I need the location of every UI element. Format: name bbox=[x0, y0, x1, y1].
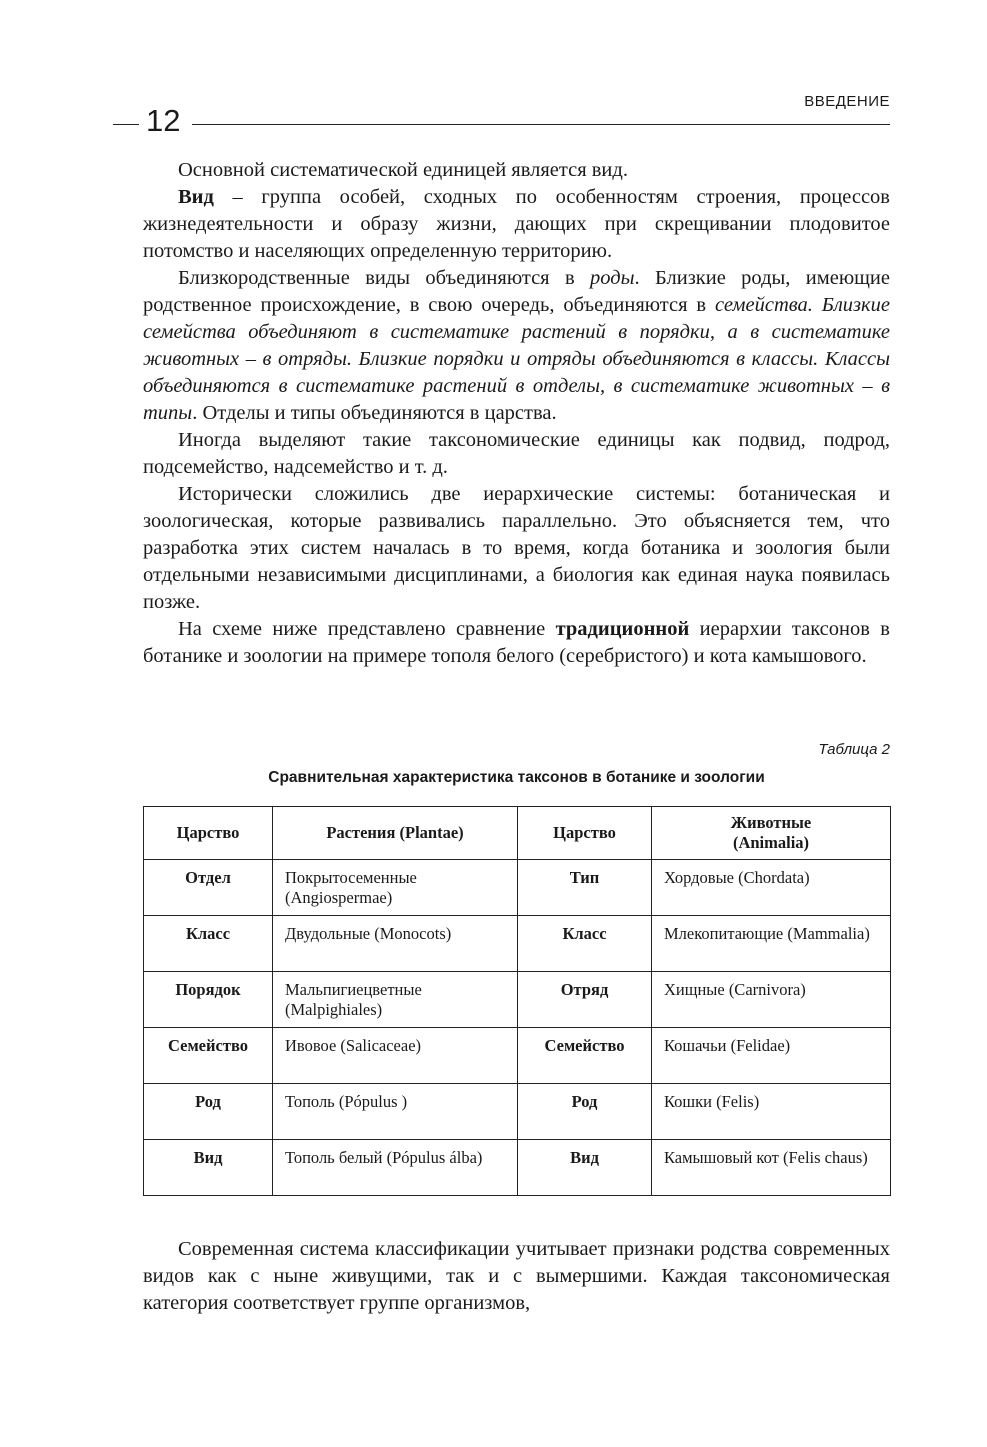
table-row bbox=[144, 1028, 891, 1084]
rank-cell: Тип bbox=[518, 860, 652, 916]
taxon-cell: Млекопитающие (Mammalia) bbox=[652, 916, 891, 972]
text-run: На схеме ниже представлено сравнение bbox=[178, 618, 556, 640]
table-row bbox=[144, 860, 891, 916]
paragraph bbox=[143, 265, 890, 427]
rank-cell: Род bbox=[518, 1084, 652, 1140]
taxon-cell: Двудольные (Monocots) bbox=[273, 916, 518, 972]
rank-cell: Класс bbox=[518, 916, 652, 972]
running-header: ВВЕДЕНИЕ bbox=[804, 93, 890, 110]
rank-cell: Отдел bbox=[144, 860, 273, 916]
text-run: . Близкие роды, имеющие родственное происхождение, в свою очередь, объединяются в bbox=[143, 267, 890, 316]
rank-cell: Род bbox=[144, 1084, 273, 1140]
taxa-comparison-table bbox=[143, 806, 891, 1196]
taxon-cell: Хищные (Carnivora) bbox=[652, 972, 891, 1028]
header-cell: Царство bbox=[144, 807, 273, 860]
taxon-cell: Покрытосеменные (Angiospermae) bbox=[273, 860, 518, 916]
taxon-cell: Хордовые (Chordata) bbox=[652, 860, 891, 916]
body-text-top bbox=[143, 157, 890, 670]
header-cell: Животные (Animalia) bbox=[652, 807, 891, 860]
rank-cell: Семейство bbox=[144, 1028, 273, 1084]
taxon-cell: Ивовое (Salicaceae) bbox=[273, 1028, 518, 1084]
paragraph bbox=[143, 481, 890, 616]
text-run: – группа особей, сходных по особенностям строения, процессов жизнедеятельности и образу жизни, дающих при скрещивании плодовитое потомство и населяющих определенную территорию. bbox=[143, 186, 890, 262]
table-title: Сравнительная характеристика таксонов в ботанике и зоологии bbox=[268, 769, 765, 786]
rank-cell: Вид bbox=[144, 1140, 273, 1196]
taxon-cell: Тополь белый (Pópulus álba) bbox=[273, 1140, 518, 1196]
paragraph bbox=[143, 616, 890, 670]
rank-cell: Семейство bbox=[518, 1028, 652, 1084]
text-run: Современная система классификации учитывает признаки родства современных видов как с ныне живущими, так и с вымершими. Каждая таксономическая категория соответствует группе организмов, bbox=[143, 1238, 890, 1314]
rank-cell: Класс bbox=[144, 916, 273, 972]
italic-text-run: роды bbox=[590, 267, 635, 289]
text-run: Основной систематической единицей является вид. bbox=[178, 159, 628, 181]
table-row bbox=[144, 972, 891, 1028]
header-cell: Растения (Plantae) bbox=[273, 807, 518, 860]
taxon-cell: Мальпигиецветные (Malpighiales) bbox=[273, 972, 518, 1028]
text-run: Исторически сложились две иерархические системы: ботаническая и зоологическая, которые развивались параллельно. Это объясняется тем, что разработка этих систем началась в то время, когда ботаника и зоология были отдельными независимыми дисциплинами, а биология как единая наука появилась позже. bbox=[143, 483, 890, 613]
paragraph bbox=[143, 1236, 890, 1317]
header-cell: Царство bbox=[518, 807, 652, 860]
body-text-bottom bbox=[143, 1236, 890, 1317]
table-row bbox=[144, 1140, 891, 1196]
rank-cell: Порядок bbox=[144, 972, 273, 1028]
table-number: Таблица 2 bbox=[818, 741, 890, 758]
rank-cell: Вид bbox=[518, 1140, 652, 1196]
taxon-cell: Тополь (Pópulus ) bbox=[273, 1084, 518, 1140]
taxon-cell: Камышовый кот (Felis chaus) bbox=[652, 1140, 891, 1196]
paragraph bbox=[143, 427, 890, 481]
taxon-cell: Кошки (Felis) bbox=[652, 1084, 891, 1140]
header-rule-left bbox=[113, 124, 139, 125]
text-run: Близкородственные виды объединяются в bbox=[178, 267, 591, 289]
paragraph bbox=[143, 157, 890, 184]
text-run: Иногда выделяют такие таксономические единицы как подвид, подрод, подсемейство, надсемейство и т. д. bbox=[143, 429, 890, 478]
rank-cell: Отряд bbox=[518, 972, 652, 1028]
text-run: иерархии таксонов в ботанике и зоологии на примере тополя белого (серебристого) и кота камышового. bbox=[143, 618, 890, 667]
taxon-cell: Кошачьи (Felidae) bbox=[652, 1028, 891, 1084]
paragraph bbox=[143, 184, 890, 265]
bold-text-run: Вид bbox=[178, 186, 214, 208]
header-rule-right bbox=[192, 124, 890, 125]
page-number: 12 bbox=[146, 103, 181, 138]
table-header-row bbox=[144, 807, 891, 860]
text-run: . Отделы и типы объединяются в царства. bbox=[192, 402, 557, 424]
italic-text-run: семейства. Близкие семейства объединяют в систематике растений в порядки, а в систематике животных – в отряды. Близкие порядки и отряды объединяются в классы. Классы объединяются в систематике растений в отделы, в систематике животных – в типы bbox=[143, 294, 890, 424]
bold-text-run: традиционной bbox=[555, 618, 690, 640]
table-row bbox=[144, 916, 891, 972]
table-row bbox=[144, 1084, 891, 1140]
